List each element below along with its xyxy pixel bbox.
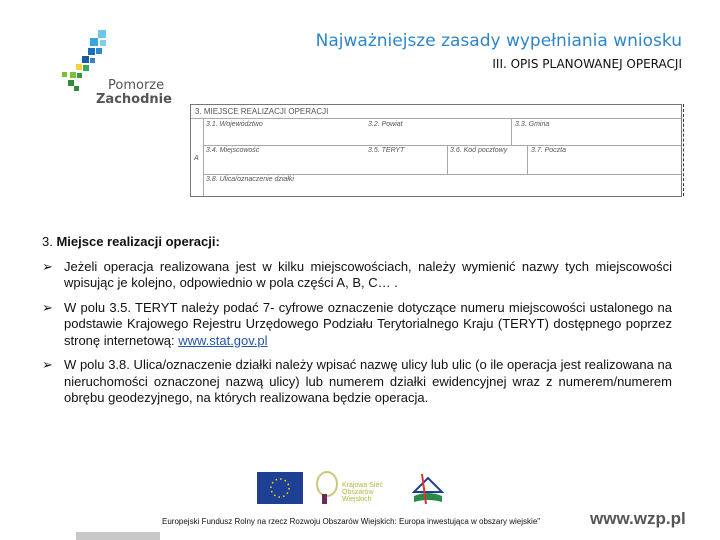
logo-mark-icon — [58, 28, 108, 98]
arrow-bullet-icon: ➢ — [42, 299, 53, 315]
field-powiat: 3.2. Powiat — [368, 121, 403, 128]
ksow-logo — [312, 470, 402, 506]
list-item — [42, 259, 672, 292]
dashed-line — [683, 104, 684, 196]
heading-text: Miejsce realizacji operacji: — [56, 234, 220, 249]
website-link[interactable]: www.wzp.pl — [590, 509, 686, 528]
row-label: A — [194, 155, 199, 162]
section-subtitle: III. OPIS PLANOWANEJ OPERACJI — [492, 57, 682, 71]
field-gmina: 3.3. Gmina — [515, 121, 550, 128]
field-kod-pocztowy: 3.6. Kod pocztowy — [450, 147, 508, 154]
form-heading: 3. MIEJSCE REALIZACJI OPERACJI — [195, 107, 329, 116]
field-poczta: 3.7. Poczta — [531, 147, 567, 154]
stat-gov-link[interactable]: www.stat.gov.pl — [178, 332, 268, 348]
content — [42, 234, 672, 415]
footer-text: Europejski Fundusz Rolny na rzecz Rozwoju Obszarów Wiejskich: Europa inwestująca w obszary wiejskie" — [162, 517, 541, 526]
field-ulica: 3.8. Ulica/oznaczenie działki — [206, 176, 294, 183]
bullet-text: W polu 3.5. TERYT należy podać 7- cyfrowe oznaczenie dotyczące numeru miejscowości ustalonego na podstawie Krajowego Rejestru Urzędowego Podziału Terytorialnego Kraju (TERYT) dostępnego poprzez stronę internetową: — [64, 299, 672, 348]
list-item — [42, 357, 672, 407]
bullet-text: Jeżeli operacja realizowana jest w kilku miejscowościach, należy wymienić nazwy tych miejscowości wpisując je kolejno, odpowiednio w pola części A, B, C… . — [64, 258, 672, 290]
bullet-text: W polu 3.8. Ulica/oznaczenie działki należy wpisać nazwę ulicy lub ulic (o ile operacja jest realizowana na nieruchomości oznaczonej nazwą ulicy) lub numerem działki ewidencyjnej wraz z numerem/numerem obrębu geodezyjnego, na których realizowana będzie operacja. — [64, 357, 672, 405]
page-title: Najważniejsze zasady wypełniania wniosku — [315, 31, 682, 51]
field-wojewodztwo: 3.1. Województwo — [206, 121, 263, 128]
gray-bar — [76, 532, 160, 540]
ksow-text: Krajowa Sieć Obszarów Wiejskich — [342, 482, 383, 503]
form-excerpt — [190, 104, 682, 197]
eu-flag-logo — [257, 472, 303, 504]
logo-text-2: Zachodnie — [96, 92, 172, 107]
prow-logo — [408, 470, 448, 506]
logo-text-1: Pomorze — [108, 78, 165, 93]
list-item — [42, 300, 672, 350]
heading-number: 3. — [42, 234, 57, 249]
pomorze-zachodnie-logo — [58, 28, 178, 108]
content-heading — [42, 234, 672, 251]
arrow-bullet-icon: ➢ — [42, 258, 53, 274]
field-miejscowosc: 3.4. Miejscowość — [206, 147, 260, 154]
arrow-bullet-icon: ➢ — [42, 357, 53, 372]
field-teryt: 3.5. TERYT — [368, 147, 405, 154]
